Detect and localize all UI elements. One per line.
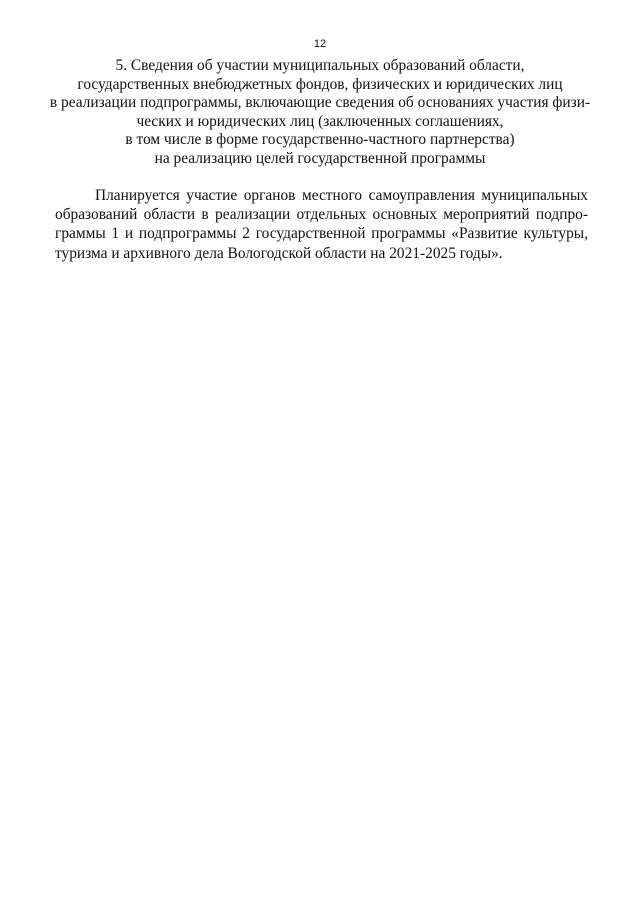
paragraph-line: граммы 1 и подпрограммы 2 государственной программы «Развитие культуры, [55,225,588,243]
heading-line: ческих и юридических лиц (заключенных соглашениях, [136,112,504,130]
page-number: 12 [313,38,327,50]
heading-line: в том числе в форме государственно-частного партнерства) [125,131,515,149]
heading-line: на реализацию целей государственной программы [154,149,486,167]
body-paragraph [55,186,588,263]
section-heading [40,57,600,169]
paragraph-line: образований области в реализации отдельных основных мероприятий подпро- [55,206,588,224]
heading-line: 5. Сведения об участии муниципальных образований области, [115,57,525,74]
heading-line: государственных внебюджетных фондов, физических и юридических лиц [77,75,563,93]
heading-line: в реализации подпрограммы, включающие сведения об основаниях участия физи- [49,94,591,112]
paragraph-line: туризма и архивного дела Вологодской области на 2021-2025 годы». [55,244,503,262]
paragraph-line: Планируется участие органов местного самоуправления муниципальных [95,187,588,204]
